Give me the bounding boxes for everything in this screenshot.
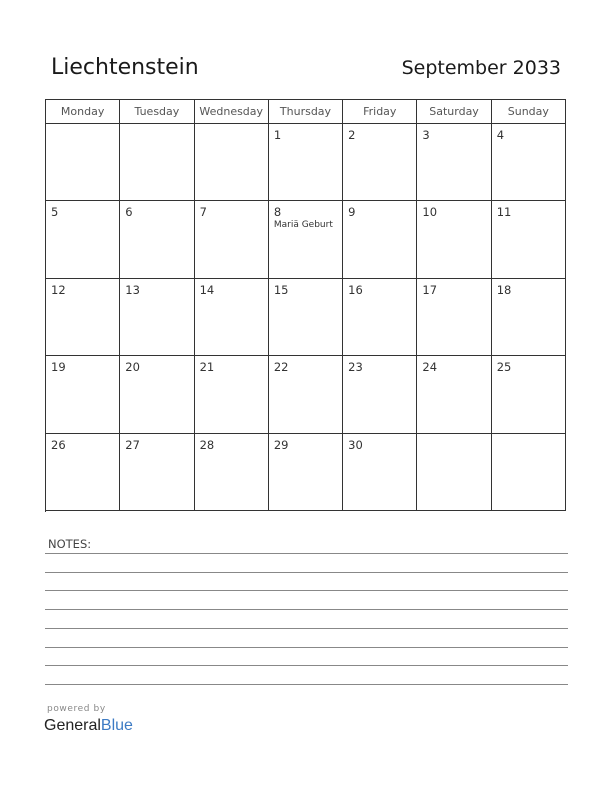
week-row	[46, 201, 566, 278]
day-number: 22	[273, 360, 289, 375]
day-cell[interactable]	[492, 279, 566, 356]
day-number: 15	[273, 282, 289, 297]
day-number: 11	[496, 205, 512, 220]
week-row	[46, 356, 566, 433]
calendar-grid	[45, 99, 566, 512]
weekday-friday: Friday	[343, 100, 417, 124]
day-number: 9	[348, 205, 356, 220]
note-line[interactable]	[45, 590, 568, 591]
weekday-header-row	[46, 100, 566, 124]
day-number: 1	[273, 128, 282, 142]
brand-blue-text: Blue	[100, 717, 133, 734]
day-cell[interactable]	[492, 201, 566, 278]
day-number: 20	[125, 360, 140, 375]
day-cell[interactable]	[46, 434, 120, 511]
day-cell[interactable]	[120, 124, 194, 201]
day-cell[interactable]	[417, 124, 491, 201]
day-number: 18	[496, 282, 512, 297]
day-cell[interactable]	[417, 279, 491, 356]
day-number: 26	[51, 437, 66, 452]
day-cell[interactable]	[269, 279, 343, 356]
day-cell[interactable]	[46, 201, 120, 278]
day-cell[interactable]	[269, 434, 343, 511]
day-cell[interactable]	[417, 356, 491, 433]
day-number: 13	[125, 282, 140, 297]
day-cell[interactable]	[492, 434, 566, 511]
notes-label: NOTES:	[48, 537, 92, 551]
day-cell[interactable]	[120, 279, 194, 356]
weeks-container	[46, 124, 566, 511]
note-line[interactable]	[45, 628, 568, 629]
day-cell[interactable]	[269, 201, 343, 278]
day-number: 29	[273, 437, 289, 452]
note-line[interactable]	[45, 684, 568, 685]
month-year-title: September 2033	[401, 57, 561, 79]
note-line[interactable]	[45, 572, 568, 573]
day-number: 3	[422, 128, 430, 142]
day-cell[interactable]	[195, 124, 269, 201]
note-line[interactable]	[45, 665, 568, 666]
day-cell[interactable]	[195, 434, 269, 511]
day-number: 23	[348, 360, 363, 375]
weekday-saturday: Saturday	[417, 100, 491, 124]
day-number: 12	[51, 282, 66, 297]
day-number: 2	[348, 128, 356, 142]
day-cell[interactable]	[46, 356, 120, 433]
day-number: 7	[199, 205, 207, 220]
note-line[interactable]	[45, 553, 568, 554]
day-cell[interactable]	[343, 279, 417, 356]
day-number: 10	[422, 205, 438, 220]
day-cell[interactable]	[46, 124, 120, 201]
day-number: 4	[496, 128, 505, 142]
day-number: 6	[125, 205, 133, 220]
note-line[interactable]	[45, 647, 568, 648]
day-cell[interactable]	[343, 434, 417, 511]
day-cell[interactable]	[195, 356, 269, 433]
holiday-label: Mariä Geburt	[273, 220, 333, 231]
powered-by-text: powered by	[47, 704, 106, 714]
day-cell[interactable]	[417, 201, 491, 278]
day-cell[interactable]	[417, 434, 491, 511]
day-number: 14	[199, 282, 215, 297]
day-cell[interactable]	[120, 201, 194, 278]
day-cell[interactable]	[269, 356, 343, 433]
day-number: 16	[348, 282, 363, 297]
day-cell[interactable]	[269, 124, 343, 201]
week-row	[46, 279, 566, 356]
day-cell[interactable]	[195, 279, 269, 356]
day-cell[interactable]	[492, 356, 566, 433]
day-number: 5	[51, 205, 59, 220]
week-row	[46, 434, 566, 511]
day-number: 17	[422, 282, 438, 297]
generalblue-logo[interactable]	[44, 717, 133, 735]
brand-general-text: General	[44, 717, 101, 734]
day-number: 24	[422, 360, 438, 375]
day-number: 28	[199, 437, 215, 452]
weekday-wednesday: Wednesday	[195, 100, 269, 124]
day-number: 21	[199, 360, 215, 375]
day-number: 27	[125, 437, 140, 452]
day-cell[interactable]	[46, 279, 120, 356]
day-number: 8	[273, 205, 282, 220]
day-cell[interactable]	[120, 434, 194, 511]
day-number: 19	[51, 360, 66, 375]
day-cell[interactable]	[343, 356, 417, 433]
week-row	[46, 124, 566, 201]
weekday-thursday: Thursday	[269, 100, 343, 124]
day-cell[interactable]	[343, 201, 417, 278]
weekday-monday: Monday	[46, 100, 120, 124]
day-number: 25	[496, 360, 512, 375]
weekday-sunday: Sunday	[492, 100, 566, 124]
day-number: 30	[348, 437, 363, 452]
weekday-tuesday: Tuesday	[120, 100, 194, 124]
note-line[interactable]	[45, 609, 568, 610]
day-cell[interactable]	[343, 124, 417, 201]
day-cell[interactable]	[120, 356, 194, 433]
country-title: Liechtenstein	[51, 55, 199, 80]
day-cell[interactable]	[492, 124, 566, 201]
day-cell[interactable]	[195, 201, 269, 278]
